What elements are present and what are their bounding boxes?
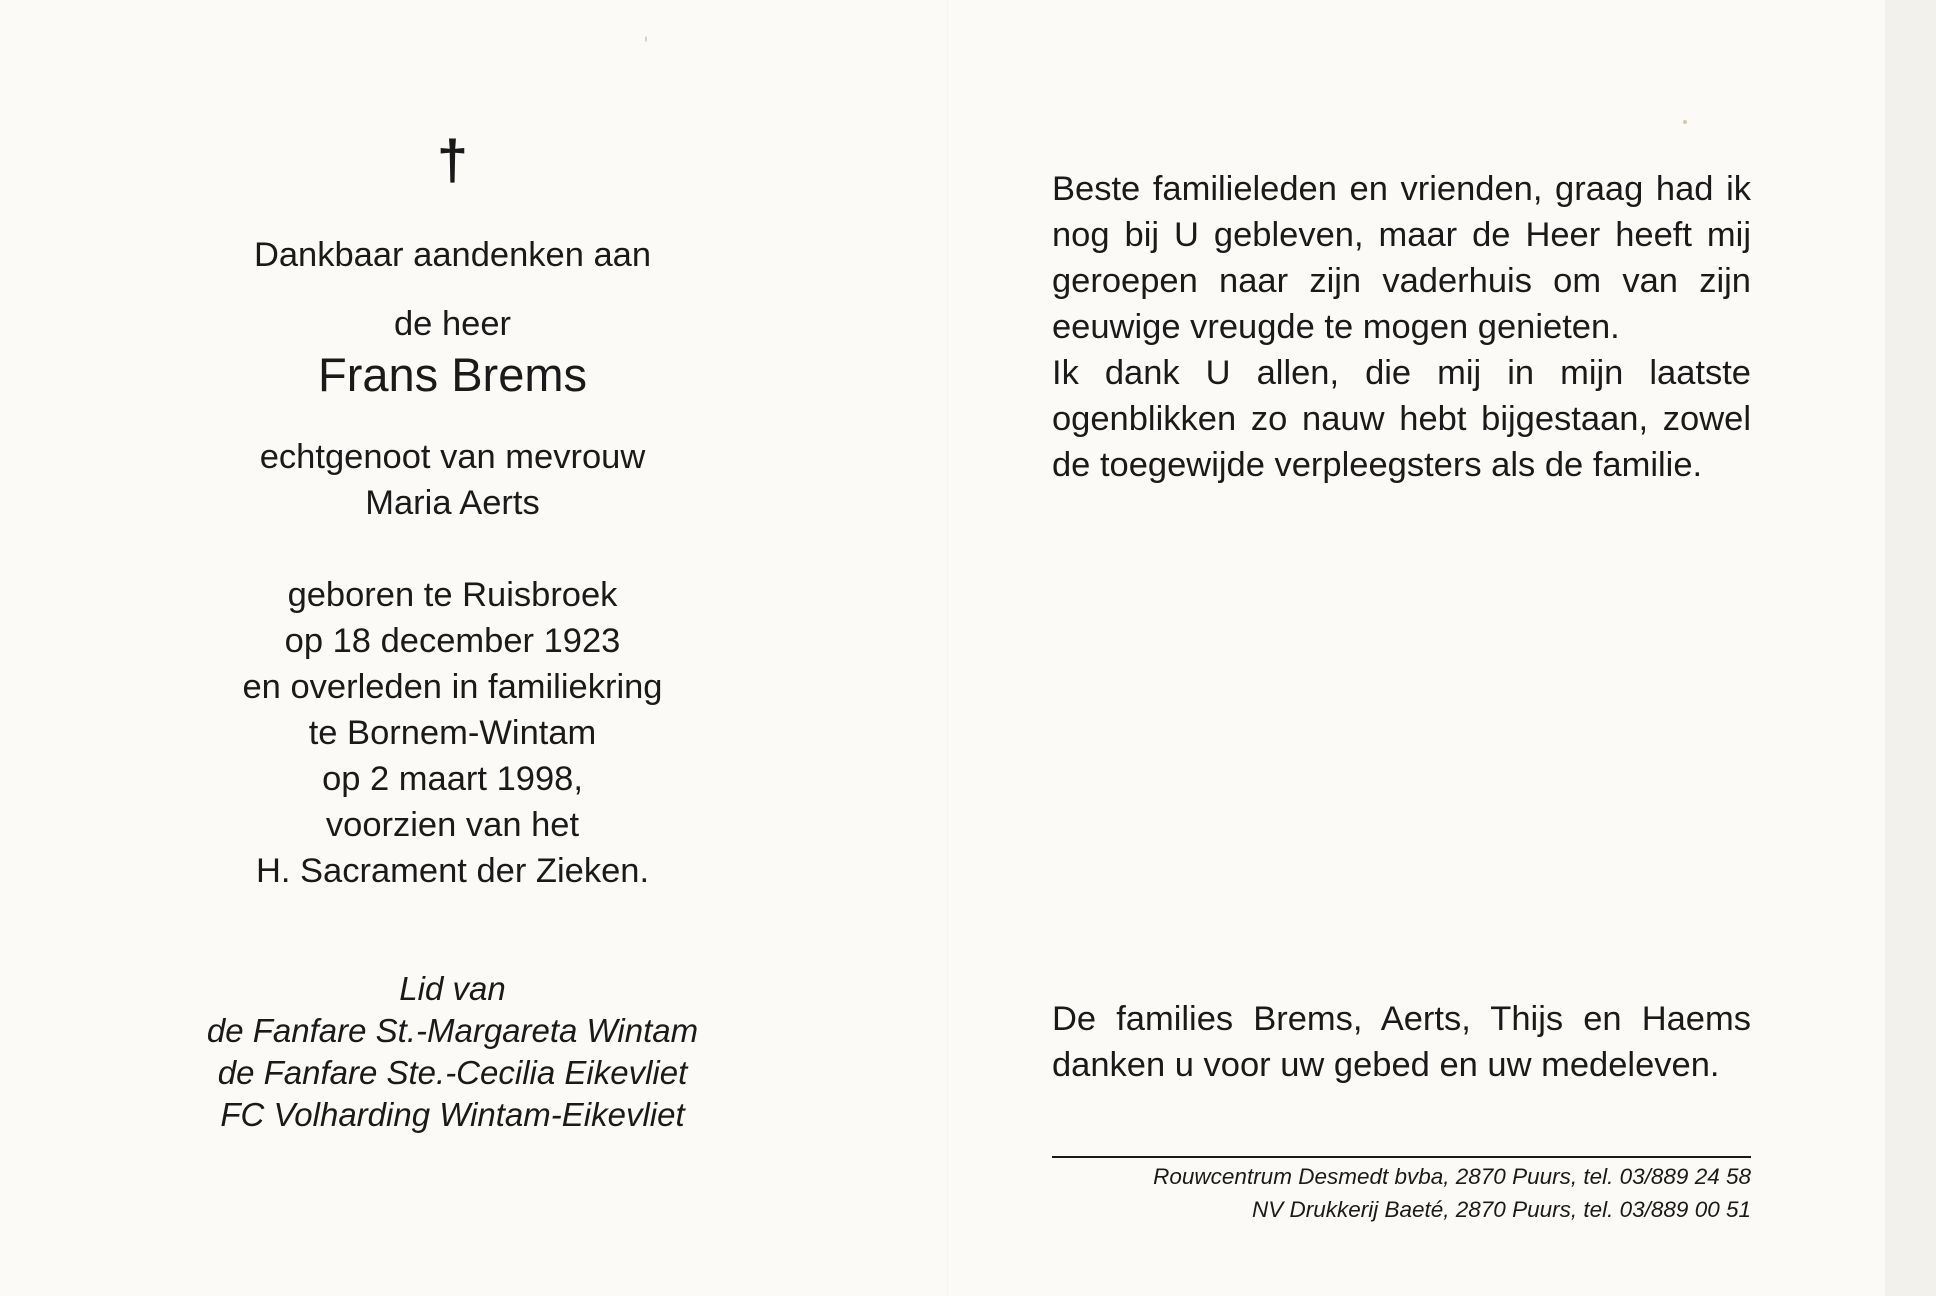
membership-line: FC Volharding Wintam-Eikevliet [220,1096,685,1133]
detail-line: op 2 maart 1998, [322,760,583,798]
paper-speck [1683,120,1687,124]
membership-line: Lid van [399,970,506,1007]
footer-rule [1052,1156,1751,1158]
fold-line [947,0,948,1296]
detail-line: en overleden in familiekring [242,668,663,706]
detail-line: voorzien van het [325,806,580,844]
message-paragraph-1: Beste familieleden en vrienden, graag had ik nog bij U gebleven, maar de Heer heeft mij geroepen naar zijn vaderhuis om van zijn eeuwige vreugde te mogen genieten. [1052,170,1751,346]
detail-line: H. Sacrament der Zieken. [255,852,650,890]
life-details [160,572,745,894]
detail-line: geboren te Ruisbroek [287,576,618,614]
scan-edge [1885,0,1936,1296]
heading: Dankbaar aandenken aan [253,236,652,274]
detail-line: op 18 december 1923 [284,622,621,660]
message-paragraph-2: Ik dank U allen, die mij in mijn laatste ogenblikken zo nauw hebt bijgestaan, zowel de toegewijde verpleegsters als de familie. [1052,354,1751,484]
paper-speck [645,36,647,42]
printer-credits [1052,1160,1751,1226]
thanks-message: De families Brems, Aerts, Thijs en Haems danken u voor uw gebed en uw medeleven. [1052,1000,1751,1084]
memberships [160,968,745,1136]
deceased-name: Frans Brems [318,348,587,401]
detail-line: te Bornem-Wintam [308,714,597,752]
spouse-line-1: echtgenoot van mevrouw [259,438,646,476]
farewell-message [1052,166,1751,488]
spouse-name: Maria Aerts [365,484,540,522]
membership-line: de Fanfare Ste.-Cecilia Eikevliet [217,1054,688,1091]
printer-line: NV Drukkerij Baeté, 2870 Puurs, tel. 03/889 00 51 [1251,1197,1751,1222]
title: de heer [393,305,511,343]
membership-line: de Fanfare St.-Margareta Wintam [206,1012,699,1049]
cross-icon: † [436,128,469,191]
funeral-home-line: Rouwcentrum Desmedt bvba, 2870 Puurs, tel. 03/889 24 58 [1153,1164,1751,1189]
